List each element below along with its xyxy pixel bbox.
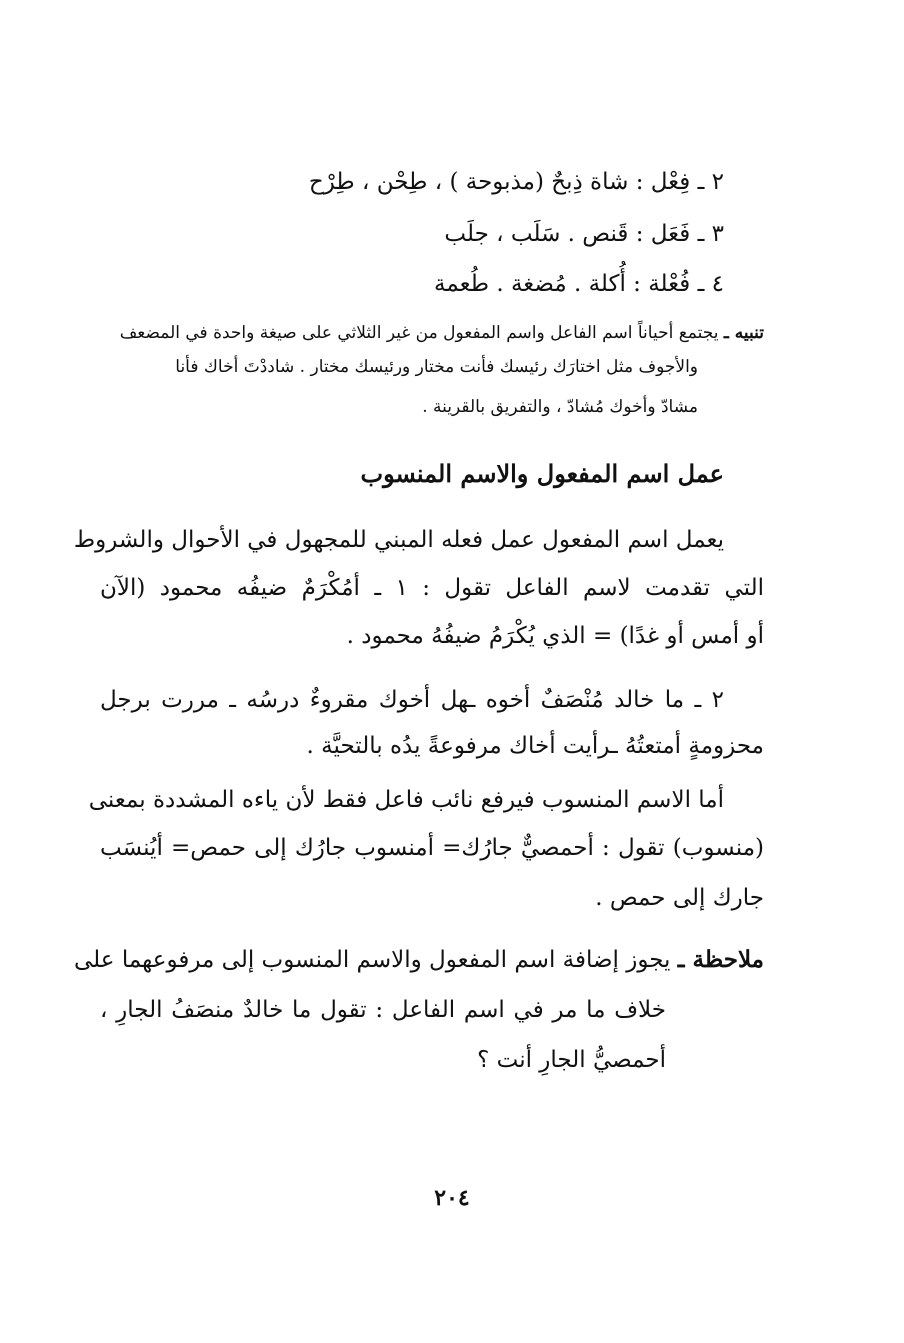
list-item-number: ٢ ـ xyxy=(697,169,724,195)
remark-line: خلاف ما مر في اسم الفاعل : تقول ما خالدٌ منصَفُ الجارِ ، xyxy=(100,997,666,1023)
paragraph-line: التي تقدمت لاسم الفاعل تقول : ١ ـ أمُكْرَمٌ ضيفُه محمود (الآن xyxy=(100,575,764,601)
paragraph-line: يعمل اسم المفعول عمل فعله المبني للمجهول في الأحوال والشروط xyxy=(73,527,724,553)
remark-text: يجوز إضافة اسم المفعول والاسم المنسوب إلى مرفوعهما على xyxy=(74,947,671,973)
paragraph-line: أما الاسم المنسوب فيرفع نائب فاعل فقط لأن ياءه المشددة بمعنى xyxy=(88,787,724,813)
note-label: تنبيه ـ xyxy=(723,323,764,343)
list-item-text: فَعَل : قَنص . سَلَب ، جلَب xyxy=(444,221,691,247)
remark-line xyxy=(74,940,764,980)
paragraph-line: ٢ ـ ما خالد مُنْصَفٌ أخوه ـهل أخوك مقروءٌ درسُه ـ مررت برجل xyxy=(100,687,724,713)
paragraph-line: أو أمس أو غدًا) = الذي يُكْرَمُ ضيفُهُ محمود . xyxy=(346,623,764,649)
note-line xyxy=(100,318,764,348)
note-text: يجتمع أحياناً اسم الفاعل واسم المفعول من غير الثلاثي على صيغة واحدة في المضعف xyxy=(119,323,719,343)
page-number: ٢٠٤ xyxy=(434,1185,470,1211)
remark-label: ملاحظة ـ xyxy=(677,946,764,973)
list-item xyxy=(434,264,724,304)
list-item-text: فِعْل : شاة ذِبحٌ (مذبوحة ) ، طِحْن ، طِرْح xyxy=(308,169,691,195)
list-item xyxy=(309,162,724,202)
paragraph-line: (منسوب) تقول : أحمصيٌّ جارُك= أمنسوب جارُك إلى حمص= أيُنسَب xyxy=(100,835,764,861)
remark-line: أحمصيُّ الجارِ أنت ؟ xyxy=(477,1047,666,1073)
note-line: والأجوف مثل اختارَك رئيسك فأنت مختار ورئيسك مختار . شاددْتَ أخاك فأنا xyxy=(175,357,698,377)
list-item xyxy=(444,214,724,254)
paragraph-line: محزومةٍ أمتعتُهُ ـرأيت أخاك مرفوعةً يدُه بالتحيَّة . xyxy=(306,733,764,759)
paragraph-line: جارك إلى حمص . xyxy=(595,885,764,911)
list-item-number: ٣ ـ xyxy=(697,221,724,247)
section-heading: عمل اسم المفعول والاسم المنسوب xyxy=(360,459,724,488)
note-line: مشادّ وأخوك مُشادّ ، والتفريق بالقرينة . xyxy=(422,397,698,417)
list-item-text: فُعْلة : أُكلة . مُضغة . طُعمة xyxy=(433,271,691,297)
list-item-number: ٤ ـ xyxy=(697,271,724,297)
